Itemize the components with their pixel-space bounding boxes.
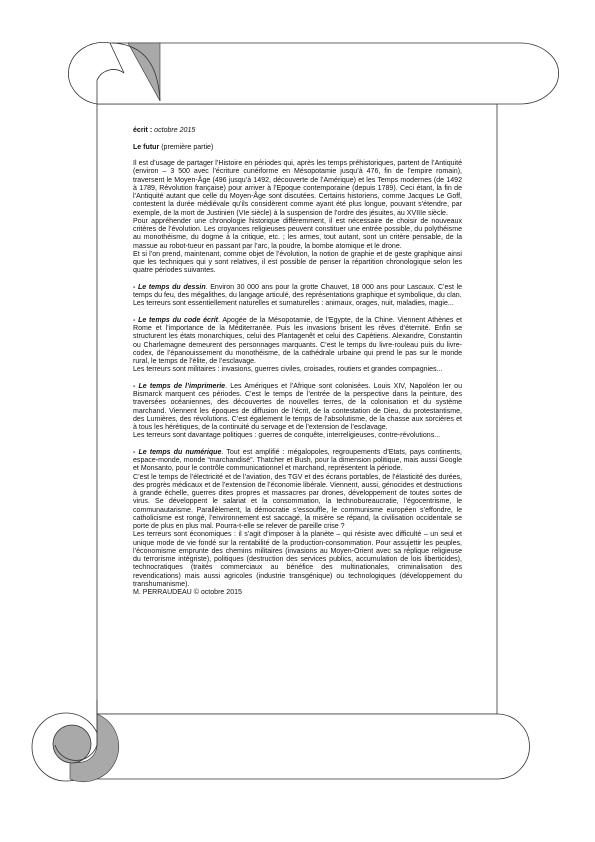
section-text: . Apogée de la Mésopotamie, de l’Egypte, de la Chine. Viennent Athènes et Rome et l’importance de la Méditerranée. Puis les invasions brisent les rêves d’éternité. Enfin se structurent les états monarchiques, celui des Plantagenêt et celui des Capétiens. Alexandre, Constantin ou Charlemagne demeurent des personnages marquants. C’est le temps du livre-rouleau puis du livre-codex, de l’épanouissement du monothéisme, de la cathédrale urbaine qui prend le pas sur le monde rural, le temps de l’élite, de l’esclavage.: [133, 316, 462, 365]
section-text: . Les Amériques et l’Afrique sont colonisées. Louis XIV, Napoléon Ier ou Bismarck marquent ces périodes. C’est le temps de l’entrée de la perspective dans la peinture, des traversées océaniennes, des découvertes de nouvelles terres, de la colonisation et du système marchand. Viennent les époques de diffusion de l’écrit, de la contestation de Dieu, du protestantisme, des Lumières, des révolutions. C’est également le temps de l’absolutisme, de la chasse aux sorcières et à tous les hérétiques, de la continuité du servage et de l’extension de l’esclavage.: [133, 382, 462, 431]
scroll-bottom-roll: [70, 714, 530, 779]
header-label: écrit :: [133, 127, 153, 134]
intro-paragraph: Et si l’on prend, maintenant, comme objet de l’évolution, la notion de graphie et de geste graphique ainsi que les techniques qui y sont relatives, il est possible de penser la répartition chronologique selon les quatre périodes suivantes.: [133, 250, 462, 275]
section-heading: - Le temps de l’imprimerie: [133, 382, 226, 390]
scroll-top-roll: [97, 43, 559, 104]
section-numerique: [133, 449, 462, 589]
intro-paragraph: Pour appréhender une chronologie historique différemment, il est nécessaire de choisir de nouveaux critères de l’évolution. Les croyances religieuses peuvent constituer une entrée possible, du polythéisme au monothéisme, du dogme à la critique, etc. ; les armes, tout autant, sont un critère pensable, de la massue au robot-tueur en passant par l’arc, la poudre, la bombe atomique et le drone.: [133, 217, 462, 250]
section-terreurs: Les terreurs sont davantage politiques : guerres de conquête, interreligieuses, contre-révolutions...: [133, 432, 441, 440]
intro-paragraph: Il est d’usage de partager l’Histoire en périodes qui, après les temps préhistoriques, partent de l’Antiquité (environ – 3 500 avec l’écriture cunéiforme en Mésopotamie jusqu’à 476, fin de l’empire romain), traversent le Moyen-Âge (496 jusqu’à 1492, découverte de l’Amérique) et les Temps modernes (de 1492 à 1789, Révolution française) pour arriver à l’Epoque contemporaine (depuis 1789). Ceci étant, la fin de l’Antiquité autant que celle du Moyen-Âge sont discutées. Certains historiens, comme Jacques Le Goff, contestent la durée médiévale qu’ils considèrent comme ayant été plus longue, pouvant s’étendre, par exemple, de la mort de Justinien (VIe siècle) à la suspension de l’ordre des jésuites, au XVIIIe siècle.: [133, 160, 462, 217]
section-paragraph: [133, 383, 462, 433]
document-title: [133, 144, 462, 152]
scroll-bottom-curl-inner: [53, 725, 91, 763]
header-line: [133, 127, 462, 135]
section-terreurs: Les terreurs sont essentiellement naturelles et surnaturelles : animaux, orages, nuit, maladies, magie...: [133, 300, 454, 308]
document-body: [133, 127, 462, 597]
section-paragraph: C’est le temps de l’électricité et de l’aviation, des TGV et des écrans portables, de l’élasticité des durées, des progrès médicaux et de l’extension de l’économie libérale. Viennent, aussi, génocides et destructions à grande échelle, guerres dites propres et massacres par drones, développement de toutes sortes de virus. Se développent le salariat et la consommation, la technobureaucratie, l’égocentrisme, le communautarisme. Parallèlement, la démocratie s’essouffle, le communisme européen s’effondre, le catholicisme est rongé, l’environnement est saccagé, la misère se répand, la civilisation occidentale se porte de plus en plus mal. Pourra-t-elle se relever de pareille crise ?: [133, 473, 462, 530]
section-paragraph: [133, 317, 462, 367]
section-paragraph: [133, 284, 462, 301]
signature: M. PERRAUDEAU © octobre 2015: [133, 589, 242, 596]
section-paragraph: [133, 449, 462, 474]
section-text: . Tout est amplifié : mégalopoles, regroupements d’Etats, pays continents, espace-monde, monde “marchandisé”. Thatcher et Bush, pour la dimension politique, mais aussi Google et Monsanto, pour le contrôle communicationnel et marchand, représentent la période.: [133, 448, 462, 473]
header-date: octobre 2015: [154, 127, 196, 134]
section-heading: - Le temps du code écrit: [133, 316, 218, 324]
section-heading: - Le temps du numérique: [133, 448, 222, 456]
title-sub: (première partie): [161, 143, 214, 151]
section-text: . Environ 30 000 ans pour la grotte Chauvet, 18 000 ans pour Lascaux. C’est le temps du feu, des mégalithes, du langage articulé, des représentations graphique et symbolique, du clan.: [133, 283, 462, 299]
section-imprimerie: [133, 383, 462, 441]
section-terreurs: Les terreurs sont militaires : invasions, guerres civiles, croisades, routiers et grandes compagnies...: [133, 366, 443, 374]
section-terreurs: Les terreurs sont économiques : il s’agit d’imposer à la planète – qui résiste avec difficulté – un seul et unique mode de vie fondé sur la rentabilité de la production-consommation. Pour assujettir les peuples, l’économisme emprunte des chemins militaires (invasions au Moyen-Orient avec sa réplique religieuse du terrorisme intégriste), politiques (destruction des services publics, accumulation de lois liberticides), technocratiques (traités commerciaux au bénéfice des multinationales, criminalisation des revendications) mais aussi agricoles (industrie transgénique) ou technologiques (développement du transhumanisme).: [133, 531, 462, 588]
section-dessin: [133, 284, 462, 309]
section-code-ecrit: [133, 317, 462, 375]
section-heading: - Le temps du dessin: [133, 283, 206, 291]
title-main: Le futur: [133, 143, 160, 151]
